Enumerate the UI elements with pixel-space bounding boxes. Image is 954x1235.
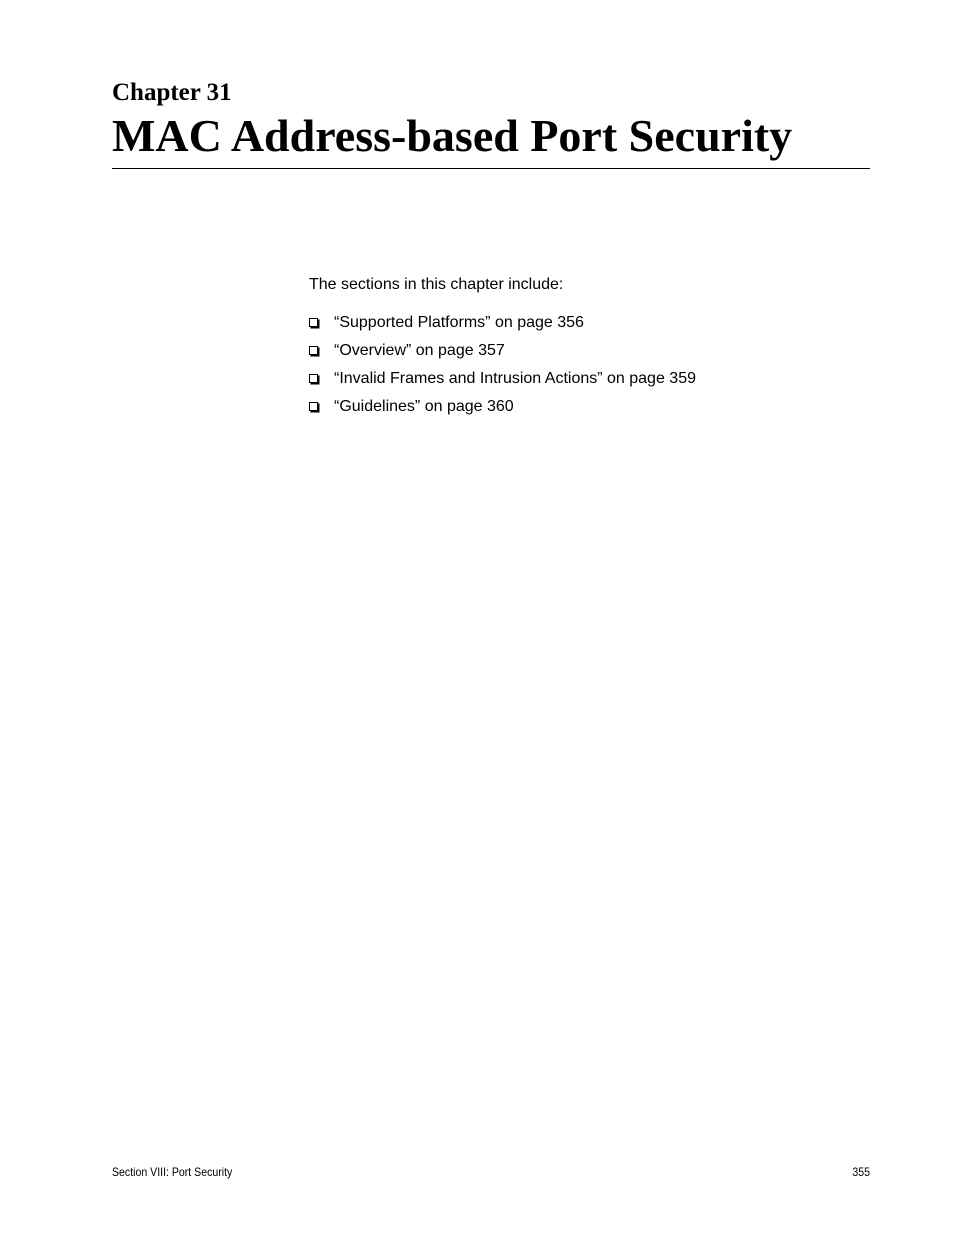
hollow-square-bullet-icon [309,374,318,383]
chapter-label: Chapter 31 [112,79,232,106]
chapter-title: MAC Address-based Port Security [112,110,793,161]
hollow-square-bullet-icon [309,318,318,327]
section-list-item[interactable] [309,369,696,397]
title-divider [112,168,870,169]
section-link-supported-platforms[interactable]: “Supported Platforms” on page 356 [334,314,584,331]
intro-text: The sections in this chapter include: [309,276,564,293]
hollow-square-bullet-icon [309,346,318,355]
footer-section-name: Section VIII: Port Security [112,1165,233,1179]
footer-page-number: 355 [852,1165,870,1179]
section-link-overview[interactable]: “Overview” on page 357 [334,342,505,359]
section-list-item[interactable] [309,341,696,369]
section-list [309,313,696,425]
section-list-item[interactable] [309,313,696,341]
section-list-item[interactable] [309,397,696,425]
section-link-guidelines[interactable]: “Guidelines” on page 360 [334,398,514,415]
section-link-invalid-frames[interactable]: “Invalid Frames and Intrusion Actions” on page 359 [334,370,696,387]
hollow-square-bullet-icon [309,402,318,411]
